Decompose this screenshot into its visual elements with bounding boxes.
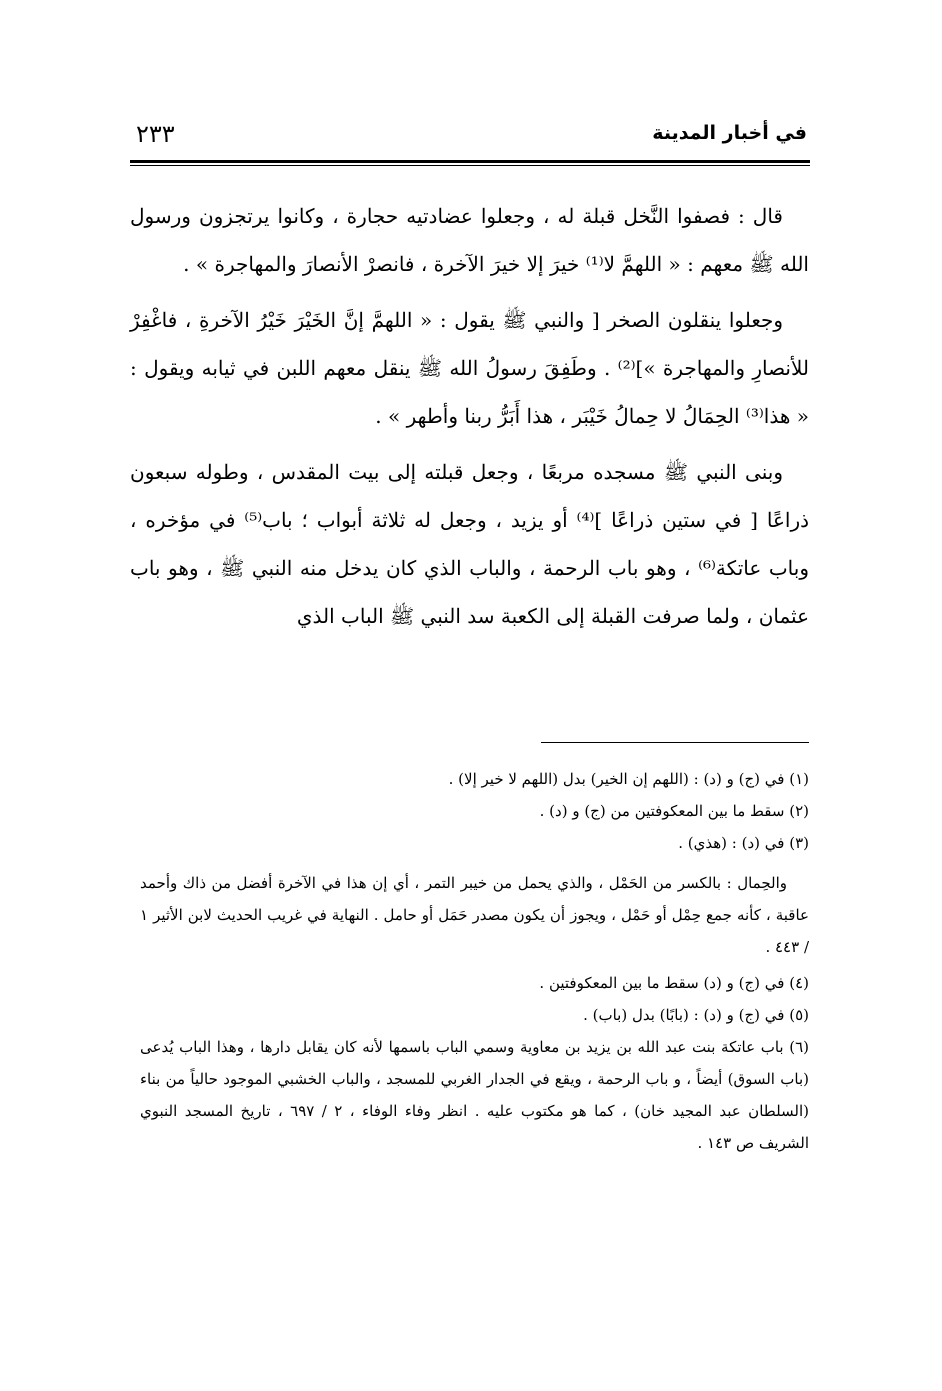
footnote-2: (٢) سقط ما بين المعكوفتين من (ج) و (د) . — [539, 802, 809, 820]
page-number: ٢٣٣ — [136, 120, 175, 148]
main-text — [130, 192, 809, 640]
footnote-6: (٦) باب عاتكة بنت عبد الله بن يزيد بن معاوية وسمي الباب باسمها لأنه كان يقابل دارها ، وهذا الباب يُدعى (باب السوق) أيضاً ، و باب الرحمة ، ويقع في الجدار الغربي للمسجد ، والباب الخشبي الموجود حالياً من بناء (السلطان عبد المجيد خان) ، كما هو مكتوب عليه . انظر وفاء الوفاء ، ٢ / ٦٩٧ ، تاريخ المسجد النبوي الشريف ص ١٤٣ . — [140, 1038, 810, 1152]
footnote-separator — [541, 742, 809, 743]
footnote-1: (١) في (ج) و (د) : (اللهم إن الخير) بدل (اللهم لا خير إلا) . — [448, 770, 809, 788]
header-rule-thin — [130, 165, 810, 166]
footnote-4: (٤) في (ج) و (د) سقط ما بين المعكوفتين . — [539, 974, 809, 992]
body-paragraph-3: وبنى النبي ﷺ مسجده مربعًا ، وجعل قبلته إلى بيت المقدس ، وطوله سبعون ذراعًا [ في ستين ذراعًا ]⁽⁴⁾ أو يزيد ، وجعل له ثلاثة أبواب ؛ باب⁽⁵⁾ في مؤخره ، وباب عاتكة⁽⁶⁾ ، وهو باب الرحمة ، والباب الذي كان يدخل منه النبي ﷺ ، وهو باب عثمان ، ولما صرفت القبلة إلى الكعبة سد النبي ﷺ الباب الذي — [130, 460, 810, 628]
page-header — [130, 118, 807, 158]
footnote-3-explanation: والحِمال : بالكسر من الحَمْل ، والذي يحمل من خيبر التمر ، أي إن هذا في الآخرة أفضل من ذاك وأحمد عاقبة ، كأنه جمع حِمْل أو حَمْل ، ويجوز أن يكون مصدر حَمَل أو حامل . النهاية في غريب الحديث لابن الأثير ١ / ٤٤٣ . — [140, 874, 809, 956]
footnote-5: (٥) في (ج) و (د) : (بابًا) بدل (باب) . — [583, 1006, 809, 1024]
body-paragraph-2: وجعلوا ينقلون الصخر [ والنبي ﷺ يقول : « اللهمَّ إنَّ الخَيْرَ خَيْرُ الآخرةِ ، فاغْفِرْ للأنصارِ والمهاجرة »]⁽²⁾ . وطَفِقَ رسولُ الله ﷺ ينقل معهم اللبن في ثيابه ويقول : « هذا⁽³⁾ الحِمَالُ لا حِمالُ خَيْبَر ، هذا أَبَرُّ ربنا وأطهر » . — [130, 308, 810, 428]
body-paragraph-1: قال : فصفوا النَّخل قبلة له ، وجعلوا عضادتيه حجارة ، وكانوا يرتجزون ورسول الله ﷺ معهم : « اللهمَّ لا⁽¹⁾ خيرَ إلا خيرَ الآخرة ، فانصرْ الأنصارَ والمهاجرة » . — [130, 204, 809, 276]
header-rule — [130, 160, 810, 163]
footnote-3: (٣) في (د) : (هذي) . — [678, 834, 809, 852]
running-head-title: في أخبار المدينة — [652, 122, 807, 144]
footnotes — [140, 763, 809, 1159]
